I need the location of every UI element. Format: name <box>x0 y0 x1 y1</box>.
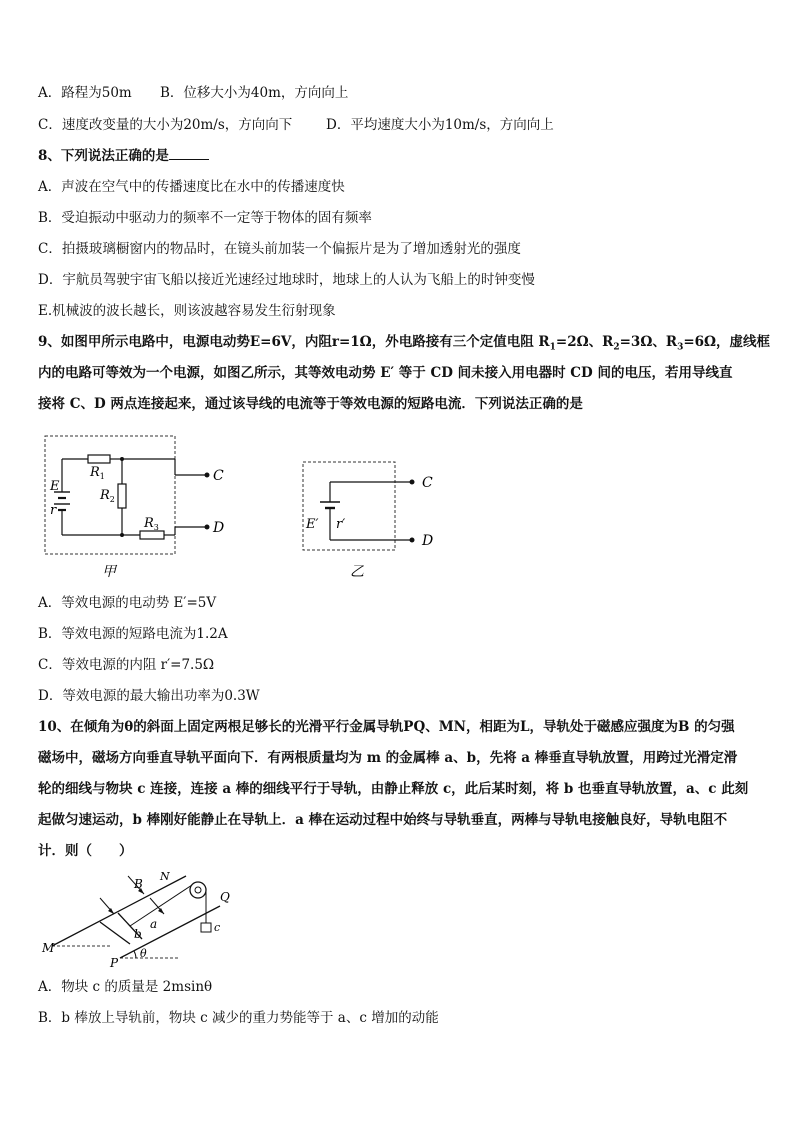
dashed-box <box>303 462 395 550</box>
label-r: r <box>50 503 57 518</box>
q9-stem-part: =2Ω、R <box>555 334 614 350</box>
q10-option-b: B．b 棒放上导轨前，物块 c 减少的重力势能等于 a、c 增加的动能 <box>38 1010 439 1026</box>
pulley-icon <box>190 882 206 898</box>
q9-stem-line1 <box>38 333 770 357</box>
label-r2-sub: 2 <box>109 495 115 504</box>
figure-caption-yi: 乙 <box>350 564 364 580</box>
terminal-c: C <box>422 475 433 491</box>
q9-option-b: B．等效电源的短路电流为1.2A <box>38 626 228 642</box>
q8-option-c: C．拍摄玻璃橱窗内的物品时，在镜头前加装一个偏振片是为了增加透射光的强度 <box>38 241 521 257</box>
label-n: N <box>160 870 170 883</box>
label-e-prime: E′ <box>306 517 319 532</box>
q10-stem-line2: 磁场中，磁场方向垂直导轨平面向下．有两根质量均为 m 的金属棒 a、b，先将 a 棒垂直导轨放置，用跨过光滑定滑 <box>38 750 738 766</box>
q10-stem-line5: 计．则（ ） <box>38 843 133 859</box>
label-m: M <box>42 941 55 955</box>
q10-option-a: A．物块 c 的质量是 2msinθ <box>38 979 213 995</box>
block-c <box>201 923 211 932</box>
terminal-d: D <box>422 533 434 549</box>
svg-text:R2 <box>99 488 115 504</box>
label-r1-sub: 1 <box>99 472 105 481</box>
q9-stem-line2: 内的电路可等效为一个电源，如图乙所示，其等效电动势 E′ 等于 CD 间未接入用电器时 CD 间的电压，若用导线直 <box>38 365 733 381</box>
circuit-figure-jia <box>40 432 240 587</box>
q10-stem-line3: 轮的细线与物块 c 连接，连接 a 棒的细线平行于导轨，由静止释放 c，此后某时刻，将 b 也垂直导轨放置，a、c 此刻 <box>38 781 749 797</box>
label-r2: R <box>100 488 110 503</box>
q7-option-a: A．路程为50m <box>38 85 132 101</box>
subscript: 1 <box>549 342 556 353</box>
terminal-c: C <box>213 468 224 484</box>
q8-option-b: B．受迫振动中驱动力的频率不一定等于物体的固有频率 <box>38 210 372 226</box>
resistor-r2 <box>118 484 126 508</box>
label-b-field: B <box>134 877 143 891</box>
q10-stem-line1: 10、在倾角为θ的斜面上固定两根足够长的光滑平行金属导轨PQ、MN，相距为L，导轨处于磁感应强度为B 的匀强 <box>38 719 735 735</box>
svg-text:R1 <box>89 465 105 481</box>
label-q: Q <box>220 890 230 904</box>
incline-rail-figure <box>38 868 248 970</box>
subscript: 3 <box>677 342 684 353</box>
label-rod-a: a <box>150 917 158 931</box>
circuit-figure-yi <box>298 458 468 583</box>
q9-stem-part: 9、如图甲所示电路中，电源电动势E=6V，内阻r=1Ω，外电路接有三个定值电阻 R <box>38 334 550 350</box>
q9-stem-line3: 接将 C、D 两点连接起来，通过该导线的电流等于等效电源的短路电流．下列说法正确的是 <box>38 396 583 412</box>
label-r3: R <box>144 516 154 531</box>
q9-option-c: C．等效电源的内阻 r′=7.5Ω <box>38 657 215 673</box>
label-e: E <box>50 479 60 494</box>
figure-caption-jia: 甲 <box>102 564 116 580</box>
answer-blank <box>169 147 209 160</box>
subscript: 2 <box>613 342 620 353</box>
q9-option-a: A．等效电源的电动势 E′=5V <box>38 595 217 611</box>
terminal-d: D <box>213 520 225 536</box>
resistor-r1 <box>88 455 110 463</box>
label-rod-b: b <box>134 927 142 941</box>
q9-stem-part: =3Ω、R <box>619 334 678 350</box>
label-r1: R <box>90 465 100 480</box>
label-r-prime: r′ <box>336 517 346 532</box>
label-r3-sub: 3 <box>153 523 159 532</box>
q9-stem-part: =6Ω，虚线框 <box>683 334 771 350</box>
label-c: c <box>214 921 221 934</box>
label-p: P <box>110 956 119 970</box>
rod-b <box>100 922 130 944</box>
q8-stem <box>38 147 209 165</box>
q9-option-d: D．等效电源的最大输出功率为0.3W <box>38 688 260 704</box>
q8-option-a: A．声波在空气中的传播速度比在水中的传播速度快 <box>38 179 345 195</box>
q8-option-e: E.机械波的波长越长，则该波越容易发生衍射现象 <box>38 303 336 319</box>
q10-stem-line4: 起做匀速运动，b 棒刚好能静止在导轨上．a 棒在运动过程中始终与导轨垂直，两棒与导轨电接触良好，导轨电阻不 <box>38 812 728 828</box>
q8-option-d: D．宇航员驾驶宇宙飞船以接近光速经过地球时，地球上的人认为飞船上的时钟变慢 <box>38 272 535 288</box>
q7-option-b: B．位移大小为40m，方向向上 <box>160 85 349 101</box>
q8-stem-text: 8、下列说法正确的是 <box>38 148 169 164</box>
svg-text:R3 <box>143 516 159 532</box>
q7-option-c: C．速度改变量的大小为20m/s，方向向下 <box>38 117 293 133</box>
q7-option-d: D．平均速度大小为10m/s，方向向上 <box>326 117 554 133</box>
resistor-r3 <box>140 531 164 539</box>
label-theta: θ <box>140 947 147 960</box>
